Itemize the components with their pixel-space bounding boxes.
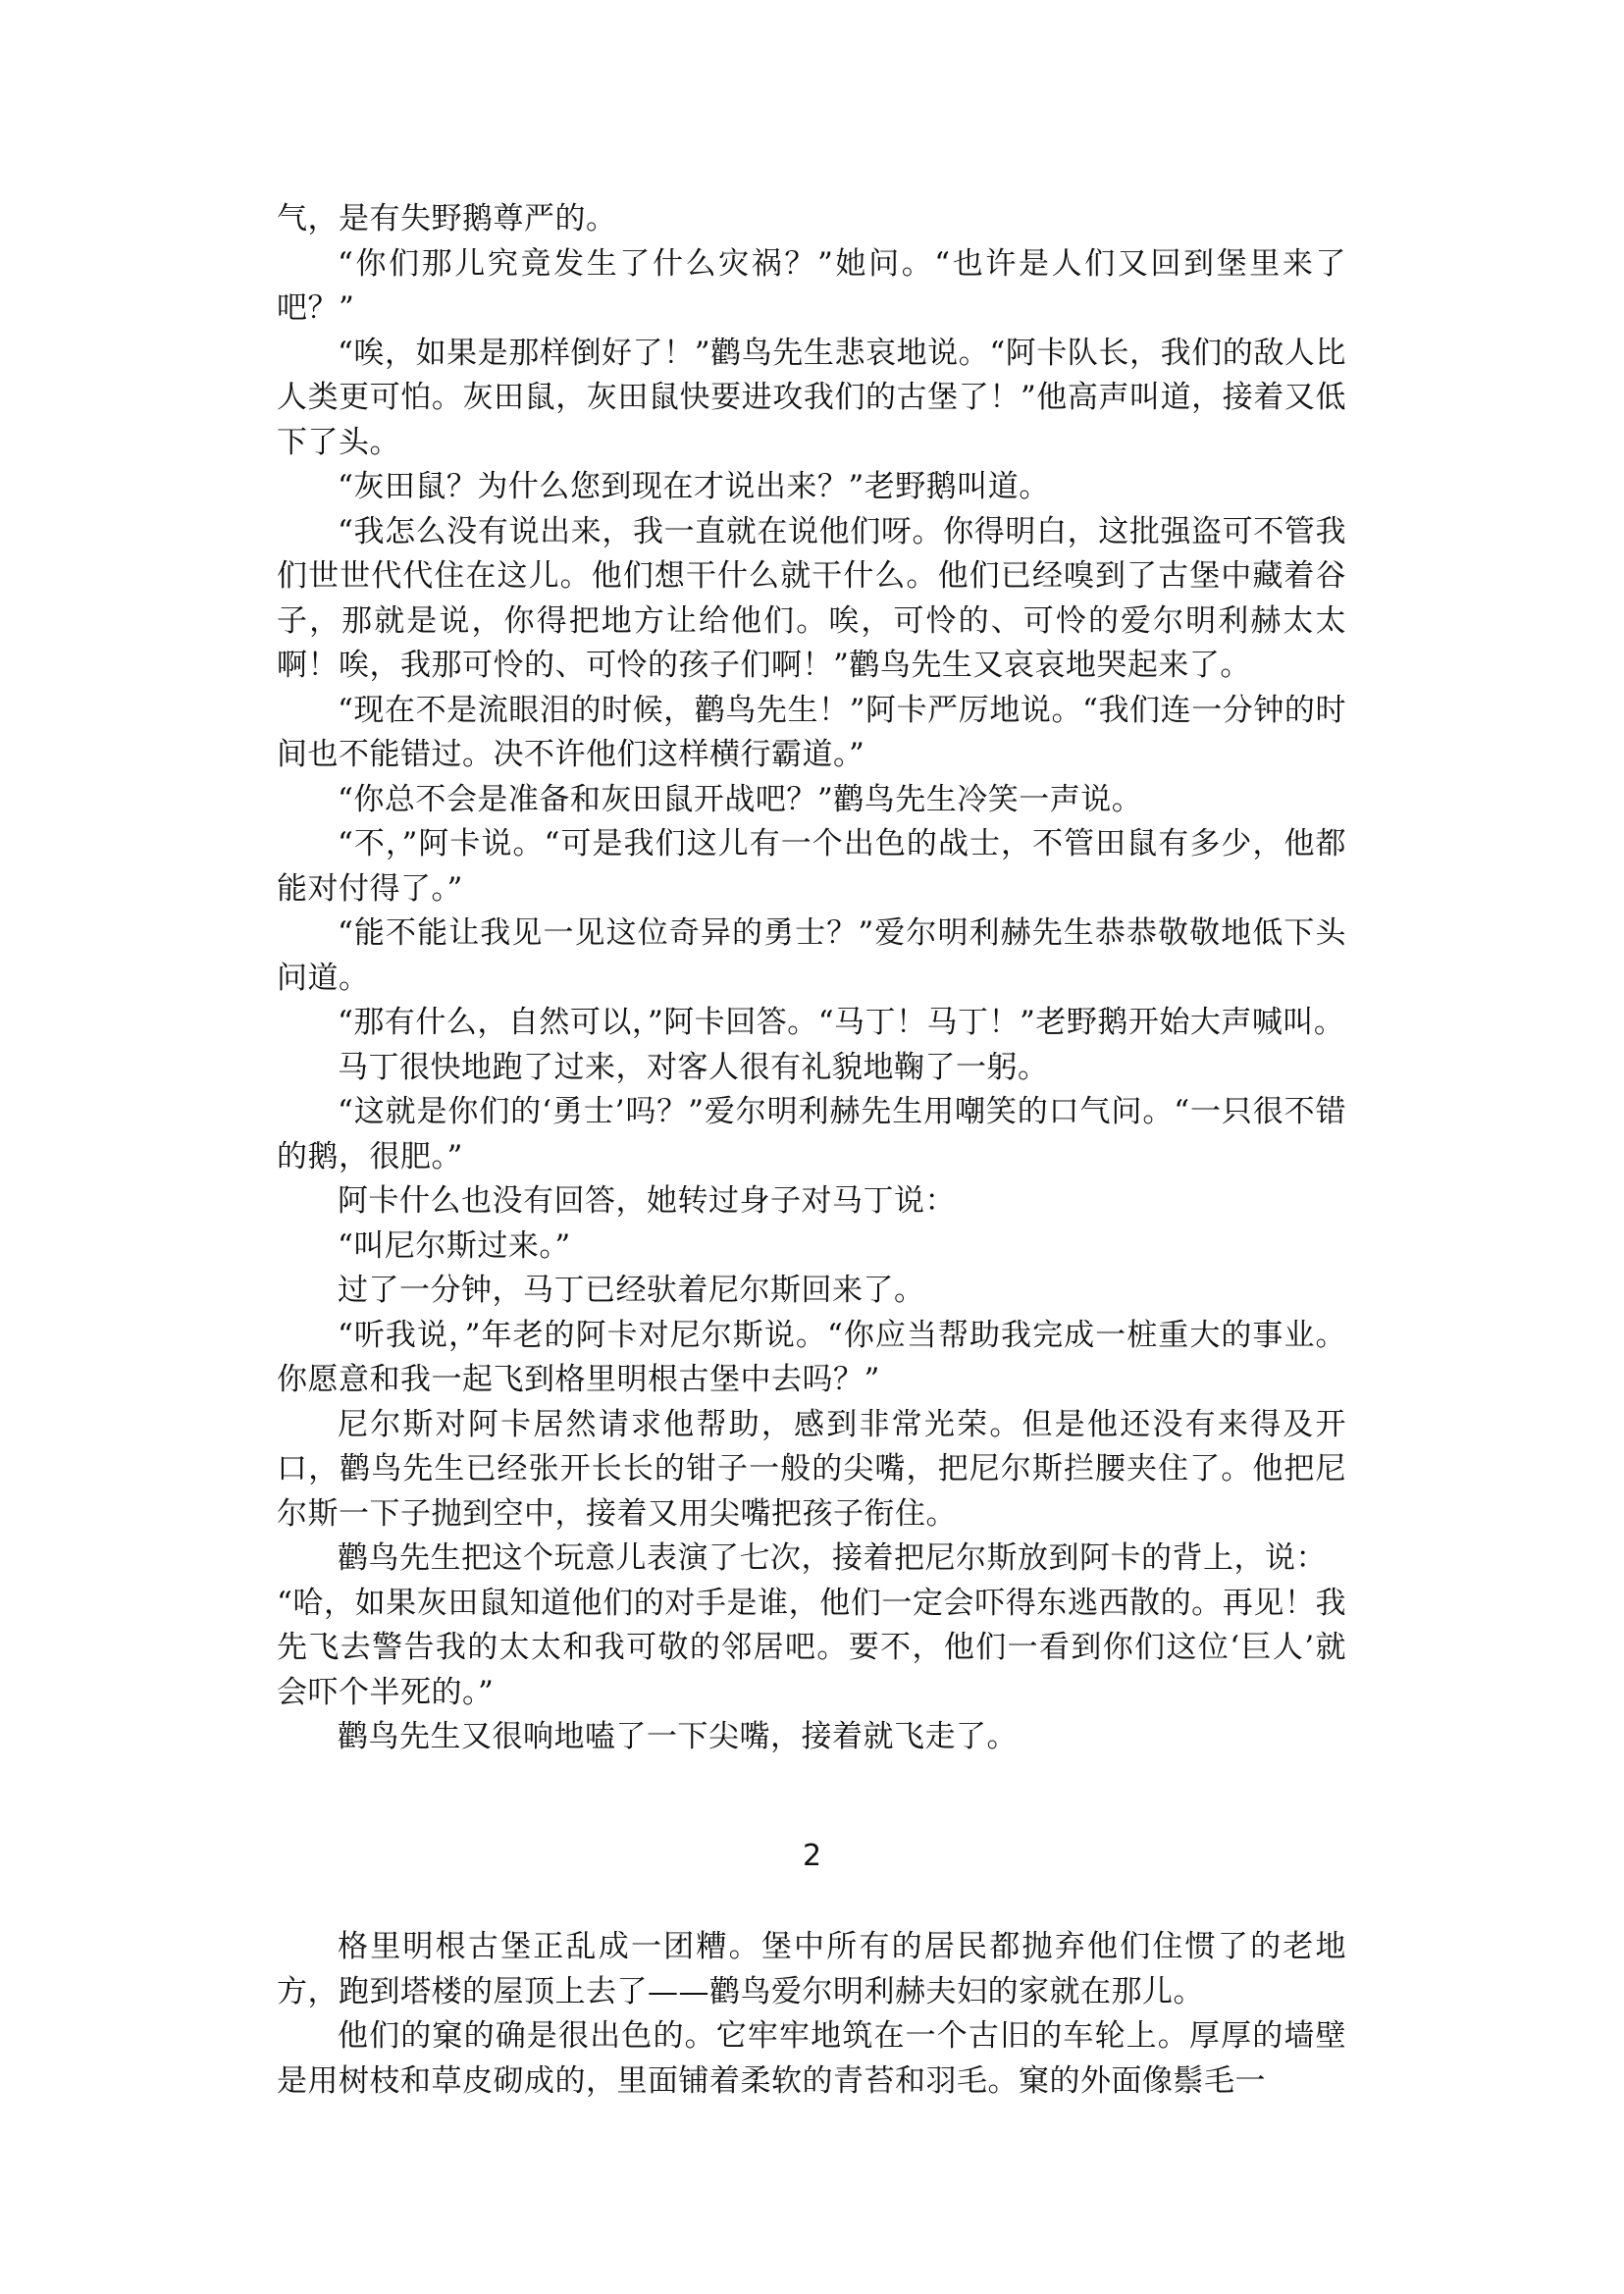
paragraph: “叫尼尔斯过来。” — [338, 1227, 571, 1264]
paragraph: “能不能让我见一见这位奇异的勇士？”爱尔明利赫先生恭恭敬敬地低下头问道。 — [277, 915, 1346, 996]
body-text-part-1 — [277, 197, 1346, 1760]
paragraph: “不，”阿卡说。“可是我们这儿有一个出色的战士，不管田鼠有多少，他都能对付得了。” — [277, 826, 1346, 907]
paragraph: 他们的窠的确是很出色的。它牢牢地筑在一个古旧的车轮上。厚厚的墙壁是用树枝和草皮砌成的，里面铺着柔软的青苔和羽毛。窠的外面像鬃毛一 — [277, 2018, 1346, 2099]
paragraph: “我怎么没有说出来，我一直就在说他们呀。你得明白，这批强盗可不管我们世世代代住在这儿。他们想干什么就干什么。他们已经嗅到了古堡中藏着谷子，那就是说，你得把地方让给他们。唉，可怜的、可怜的爱尔明利赫太太啊！唉，我那可怜的、可怜的孩子们啊！”鹳鸟先生又哀哀地哭起来了。 — [277, 513, 1346, 683]
paragraph: 阿卡什么也没有回答，她转过身子对马丁说： — [338, 1183, 956, 1219]
paragraph: 过了一分钟，马丁已经驮着尼尔斯回来了。 — [338, 1273, 925, 1308]
section-number: 2 — [802, 1839, 822, 1873]
paragraph: “你们那儿究竟发生了什么灾祸？”她问。“也许是人们又回到堡里来了吧？” — [277, 245, 1346, 326]
paragraph: 马丁很快地跑了过来，对客人很有礼貌地鞠了一躬。 — [338, 1049, 1049, 1085]
paragraph: “现在不是流眼泪的时候，鹳鸟先生！”阿卡严厉地说。“我们连一分钟的时间也不能错过。决不许他们这样横行霸道。” — [277, 692, 1346, 772]
paragraph: “听我说，”年老的阿卡对尼尔斯说。“你应当帮助我完成一桩重大的事业。你愿意和我一起飞到格里明根古堡中去吗？” — [277, 1317, 1346, 1397]
paragraph: “灰田鼠？为什么您到现在才说出来？”老野鹅叫道。 — [338, 469, 1050, 504]
paragraph: 格里明根古堡正乱成一团糟。堡中所有的居民都抛弃他们住惯了的老地方，跑到塔楼的屋顶上去了——鹳鸟爱尔明利赫夫妇的家就在那儿。 — [277, 1929, 1346, 2009]
paragraph: 尼尔斯对阿卡居然请求他帮助，感到非常光荣。但是他还没有来得及开口，鹳鸟先生已经张开长长的钳子一般的尖嘴，把尼尔斯拦腰夹住了。他把尼尔斯一下子抛到空中，接着又用尖嘴把孩子衔住。 — [277, 1406, 1346, 1532]
paragraph: “你总不会是准备和灰田鼠开战吧？”鹳鸟先生冷笑一声说。 — [338, 781, 1143, 817]
paragraph: 鹳鸟先生又很响地嗑了一下尖嘴，接着就飞走了。 — [338, 1719, 1018, 1754]
paragraph: 鹳鸟先生把这个玩意儿表演了七次，接着把尼尔斯放到阿卡的背上，说： — [338, 1540, 1327, 1576]
paragraph: “唉，如果是那样倒好了！”鹳鸟先生悲哀地说。“阿卡队长，我们的敌人比人类更可怕。灰田鼠，灰田鼠快要进攻我们的古堡了！”他高声叫道，接着又低下了头。 — [277, 335, 1346, 460]
paragraph: 气，是有失野鹅尊严的。 — [277, 201, 617, 236]
paragraph: “哈，如果灰田鼠知道他们的对手是谁，他们一定会吓得东逃西散的。再见！我先飞去警告我的太太和我可敬的邻居吧。要不，他们一看到你们这位‘巨人’就会吓个半死的。” — [277, 1585, 1346, 1710]
paragraph: “这就是你们的‘勇士’吗？”爱尔明利赫先生用嘲笑的口气问。“一只很不错的鹅，很肥。” — [277, 1094, 1346, 1174]
body-text-part-2 — [277, 1925, 1346, 2104]
paragraph: “那有什么，自然可以，”阿卡回答。“马丁！马丁！”老野鹅开始大声喊叫。 — [338, 1005, 1345, 1040]
